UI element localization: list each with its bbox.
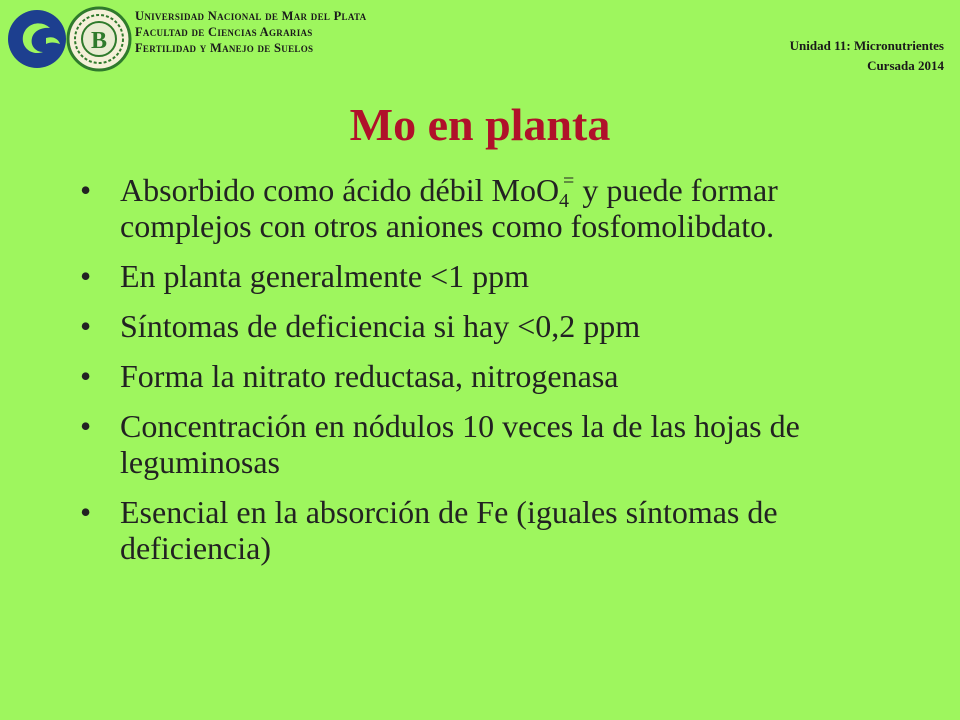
unit-label: Unidad 11: Micronutrientes: [789, 38, 944, 53]
bullet-item: [80, 308, 880, 344]
bullet-dot: •: [80, 494, 92, 530]
institution-line: Universidad Nacional de Mar del Plata: [135, 9, 367, 23]
bullet-text: Síntomas de deficiencia si hay <0,2 ppm: [120, 308, 641, 344]
bullet-dot: •: [80, 258, 92, 294]
formula-subscript: 4: [559, 190, 570, 212]
bullet-text: Concentración en nódulos 10 veces la de las hojas de leguminosas: [120, 408, 800, 480]
bullet-dot: •: [80, 408, 92, 444]
bullet-text-part: Absorbido como ácido débil MoO: [120, 172, 560, 208]
bullet-item: [80, 494, 880, 566]
slide-title: Mo en planta: [349, 99, 611, 150]
bullet-text-part: y puede formar complejos con otros aniones como fosfomolibdato.: [120, 172, 778, 244]
institution-line: Fertilidad y Manejo de Suelos: [135, 41, 314, 55]
bullet-text: [120, 172, 880, 244]
bullet-dot: •: [80, 308, 92, 344]
bullet-text: En planta generalmente <1 ppm: [120, 258, 530, 294]
bullet-item: [80, 358, 880, 394]
institution-line: Facultad de Ciencias Agrarias: [135, 25, 313, 39]
faculty-seal-icon: [66, 6, 132, 72]
institution-block: [135, 8, 366, 56]
seal-letter: B: [90, 28, 108, 54]
university-logo: [6, 8, 68, 70]
bullet-list: [80, 172, 880, 580]
bullet-dot: •: [80, 172, 92, 208]
bullet-item: [80, 408, 880, 480]
bullet-text: Forma la nitrato reductasa, nitrogenasa: [120, 358, 619, 394]
bullet-text: Esencial en la absorción de Fe (iguales síntomas de deficiencia): [120, 494, 778, 566]
bullet-item: [80, 258, 880, 294]
formula-superscript: =: [563, 170, 575, 192]
course-year: Cursada 2014: [867, 58, 944, 73]
course-info: [790, 36, 944, 76]
bullet-item: [80, 172, 880, 244]
bullet-dot: •: [80, 358, 92, 394]
